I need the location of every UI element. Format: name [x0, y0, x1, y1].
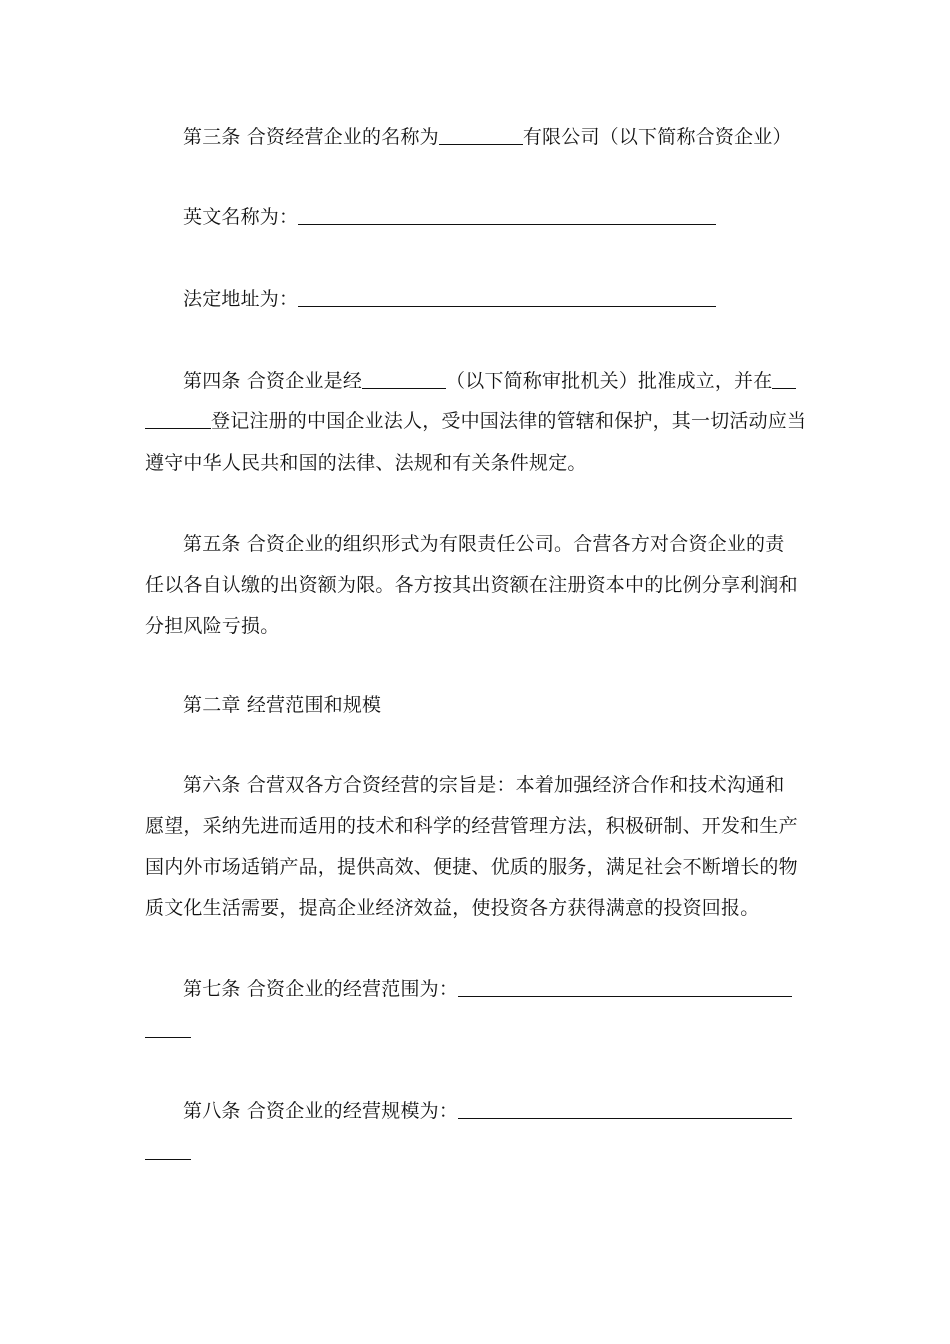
- english-name-line: [183, 197, 807, 237]
- article-6-line-4: 质文化生活需要，提高企业经济效益，使投资各方获得满意的投资回报。: [145, 897, 760, 919]
- article-6-line-3: 国内外市场适销产品，提供高效、便捷、优质的服务，满足社会不断增长的物: [145, 856, 798, 878]
- article-5-line-3: 分担风险亏损。: [145, 615, 280, 637]
- article-3-line: [183, 117, 807, 157]
- article-7-line: [183, 969, 807, 1009]
- business-scale-blank-2: [145, 1137, 191, 1160]
- article-4-prefix: 第四条 合资企业是经: [183, 370, 363, 392]
- article-8-continuation: [145, 1132, 807, 1172]
- article-4-line-3: 遵守中华人民共和国的法律、法规和有关条件规定。: [145, 452, 587, 474]
- business-scale-blank-1: [458, 1096, 792, 1119]
- english-name-label: 英文名称为：: [183, 206, 299, 228]
- registration-place-blank-1: [772, 366, 796, 389]
- article-5-line-1: 第五条 合资企业的组织形式为有限责任公司。合营各方对合资企业的责: [183, 533, 785, 555]
- approval-authority-blank: [362, 366, 446, 389]
- article-4-text-2: 登记注册的中国企业法人，受中国法律的管辖和保护，其一切活动应当: [211, 410, 807, 432]
- article-6-line-1: 第六条 合营双各方合资经营的宗旨是：本着加强经济合作和技术沟通和: [183, 774, 785, 796]
- article-4-line-1: [183, 361, 807, 401]
- legal-address-blank: [298, 284, 716, 307]
- legal-address-line: [183, 279, 807, 319]
- article-7-continuation: [145, 1010, 807, 1050]
- article-3-prefix: 第三条 合资经营企业的名称为: [183, 126, 439, 148]
- company-name-blank: [439, 122, 523, 145]
- article-8-label: 第八条 合资企业的经营规模为：: [183, 1100, 459, 1122]
- article-7-label: 第七条 合资企业的经营范围为：: [183, 978, 459, 1000]
- article-3-suffix: 有限公司（以下简称合资企业）: [522, 126, 792, 148]
- legal-address-label: 法定地址为：: [183, 288, 299, 310]
- chapter-2-heading: 第二章 经营范围和规模: [183, 694, 382, 716]
- registration-place-blank-2: [145, 406, 211, 429]
- article-4-line-2: [145, 401, 807, 441]
- business-scope-blank-1: [458, 974, 792, 997]
- article-8-line: [183, 1091, 807, 1131]
- article-6-line-2: 愿望，采纳先进而适用的技术和科学的经营管理方法，积极研制、开发和生产: [145, 815, 798, 837]
- article-4-mid: （以下简称审批机关）批准成立，并在: [446, 370, 773, 392]
- article-5-line-2: 任以各自认缴的出资额为限。各方按其出资额在注册资本中的比例分享利润和: [145, 574, 798, 596]
- english-name-blank: [298, 202, 716, 225]
- business-scope-blank-2: [145, 1015, 191, 1038]
